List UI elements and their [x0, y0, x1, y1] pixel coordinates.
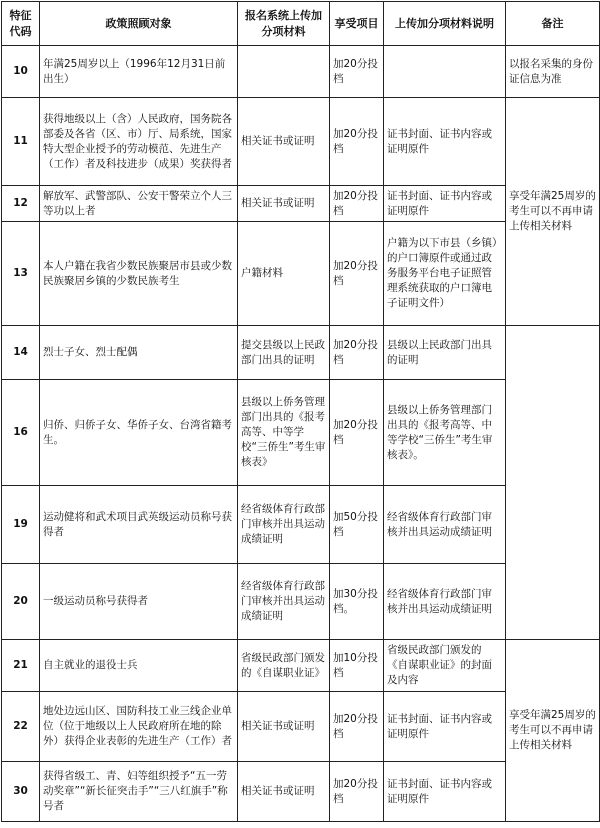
row-target: 获得省级工、青、妇等组织授予“五一劳动奖章”“新长征突击手”“三八红旗手”称号者: [40, 762, 238, 822]
row-desc: 户籍为以下市县（乡镇）的户口簿原件或通过政务服务平台电子证照管理系统获取的户口簿电子证明文件）: [384, 222, 506, 326]
row-desc: 证书封面、证书内容或证明原件: [384, 186, 506, 222]
table-row: [2, 46, 600, 98]
row-material: 相关证书或证明: [238, 98, 330, 186]
row-target: 运动健将和武术项目武英级运动员称号获得者: [40, 486, 238, 564]
row-material: 经省级体育行政部门审核并出具运动成绩证明: [238, 564, 330, 640]
row-target: 解放军、武警部队、公安干警荣立个人三等功以上者: [40, 186, 238, 222]
row-target: 地处边远山区、国防科技工业三线企业单位（位于地级以上人民政府所在地的除外）获得企业表彰的先进生产（工作）者: [40, 692, 238, 762]
row-desc: [384, 46, 506, 98]
row-desc: 证书封面、证书内容或证明原件: [384, 692, 506, 762]
header-row: [2, 2, 600, 46]
row-code: 13: [2, 222, 40, 326]
row-item: 加20分投档: [330, 326, 384, 380]
row-material: 提交县级以上民政部门出具的证明: [238, 326, 330, 380]
row-material: 省级民政部门颁发的《自谋职业证》: [238, 640, 330, 692]
row-code: 10: [2, 46, 40, 98]
row-desc: 证书封面、证书内容或证明原件: [384, 762, 506, 822]
row-target: 年满25周岁以上（1996年12月31日前出生）: [40, 46, 238, 98]
row-desc: 经省级体育行政部门审核并出具运动成绩证明: [384, 564, 506, 640]
row-desc: 经省级体育行政部门审核并出具运动成绩证明: [384, 486, 506, 564]
row-item: 加20分投档: [330, 186, 384, 222]
row-code: 19: [2, 486, 40, 564]
row-material: 户籍材料: [238, 222, 330, 326]
row-code: 16: [2, 380, 40, 486]
row-material: 相关证书或证明: [238, 692, 330, 762]
row-desc: 证书封面、证书内容或证明原件: [384, 98, 506, 186]
table-row: [2, 98, 600, 186]
row-material: [238, 46, 330, 98]
row-code: 21: [2, 640, 40, 692]
row-target: 获得地级以上（含）人民政府，国务院各部委及各省（区、市）厅、局系统，国家特大型企业授予的劳动模范、先进生产（工作）者及科技进步（成果）奖获得者: [40, 98, 238, 186]
row-desc: 省级民政部门颁发的《自谋职业证》的封面及内容: [384, 640, 506, 692]
row-item: 加20分投档: [330, 380, 384, 486]
row-item: 加20分投档: [330, 692, 384, 762]
header-material: 报名系统上传加分项材料: [238, 2, 330, 46]
policy-table: [1, 1, 600, 822]
row-item: 加20分投档: [330, 46, 384, 98]
row-target: 一级运动员称号获得者: [40, 564, 238, 640]
row-code: 20: [2, 564, 40, 640]
row-item: 加20分投档: [330, 222, 384, 326]
row-item: 加20分投档: [330, 98, 384, 186]
row-code: 11: [2, 98, 40, 186]
row-code: 14: [2, 326, 40, 380]
row-material: 县级以上侨务管理部门出具的《报考高等、中等学校“三侨生”考生审核表》: [238, 380, 330, 486]
remark-empty: [506, 326, 600, 640]
row-remark: 以报名采集的身份证信息为准: [506, 46, 600, 98]
row-target: 自主就业的退役士兵: [40, 640, 238, 692]
row-code: 22: [2, 692, 40, 762]
row-material: 经省级体育行政部门审核并出具运动成绩证明: [238, 486, 330, 564]
row-desc: 县级以上侨务管理部门出具的《报考高等、中等学校“三侨生”考生审核表》。: [384, 380, 506, 486]
row-target: 归侨、归侨子女、华侨子女、台湾省籍考生。: [40, 380, 238, 486]
header-item: 享受项目: [330, 2, 384, 46]
row-item: 加10分投档: [330, 640, 384, 692]
remark-group: 享受年满25周岁的考生可以不再申请上传相关材料: [506, 640, 600, 822]
row-item: 加30分投档。: [330, 564, 384, 640]
row-material: 相关证书或证明: [238, 762, 330, 822]
table-row: [2, 640, 600, 692]
row-code: 30: [2, 762, 40, 822]
header-target: 政策照顾对象: [40, 2, 238, 46]
row-code: 12: [2, 186, 40, 222]
row-material: 相关证书或证明: [238, 186, 330, 222]
row-target: 本人户籍在我省少数民族聚居市县或少数民族聚居乡镇的少数民族考生: [40, 222, 238, 326]
header-code: 特征代码: [2, 2, 40, 46]
row-item: 加20分投档: [330, 762, 384, 822]
row-desc: 县级以上民政部门出具的证明: [384, 326, 506, 380]
row-item: 加50分投档: [330, 486, 384, 564]
header-remark: 备注: [506, 2, 600, 46]
remark-group: 享受年满25周岁的考生可以不再申请上传相关材料: [506, 98, 600, 326]
table-row: [2, 326, 600, 380]
header-desc: 上传加分项材料说明: [384, 2, 506, 46]
row-target: 烈士子女、烈士配偶: [40, 326, 238, 380]
